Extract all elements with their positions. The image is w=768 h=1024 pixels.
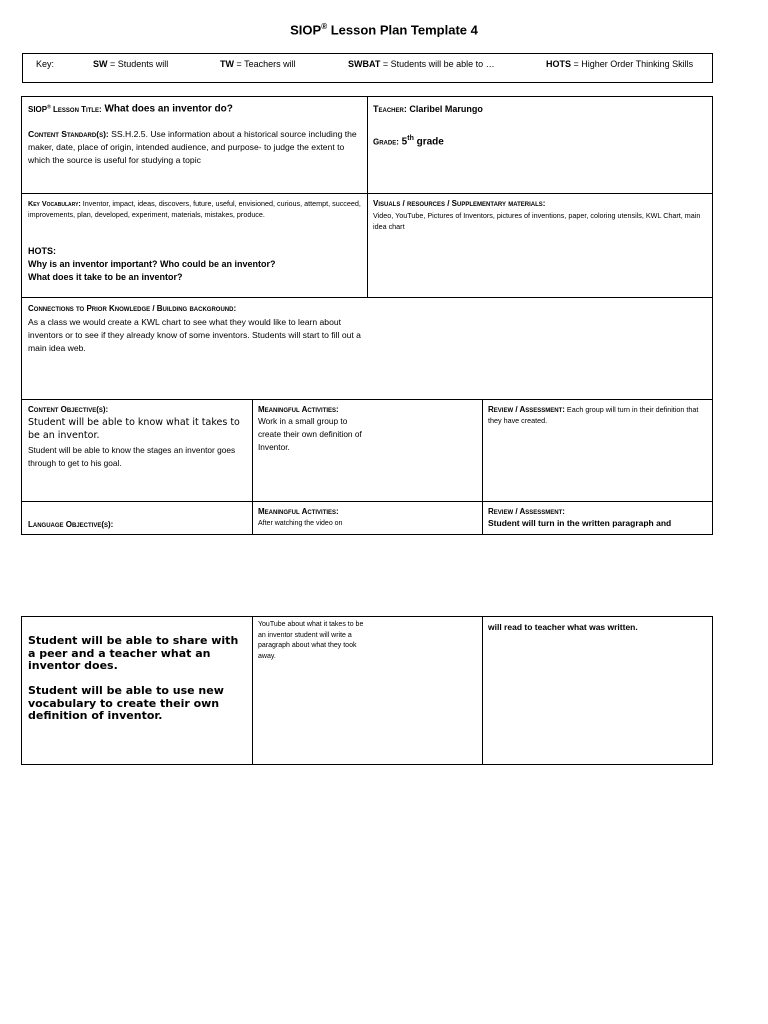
key-hots-def: = Higher Order Thinking Skills (571, 59, 694, 69)
title-siop: SIOP (290, 22, 322, 38)
key-swbat-def: = Students will be able to … (380, 59, 495, 69)
divider-col-a (252, 399, 253, 534)
key-vocabulary-value: Inventor, impact, ideas, discovers, future, useful, envisioned, curious, attempt, succeed, improvements, plan, developed, experiment, materials, mistakes, produce. (28, 199, 361, 219)
grade-sup: th (407, 135, 414, 142)
title-registered-mark: ® (321, 22, 328, 31)
key-tw-def: = Teachers will (234, 59, 296, 69)
key-swbat (348, 58, 548, 70)
hots-question-1: Why is an inventor important? Who could be an inventor? (28, 259, 276, 269)
divider-row-4 (22, 501, 712, 502)
prior-knowledge-label: Connections to Prior Knowledge / Building background: (28, 304, 237, 313)
activities-continued: YouTube about what it takes to be an inventor student will write a paragraph about what they took away. (258, 621, 364, 660)
language-objective-label: Language Objective(s): (28, 520, 114, 529)
content-objective-label: Content Objective(s): (28, 405, 109, 414)
key-sw (93, 58, 193, 70)
key-label: Key: (36, 59, 55, 69)
divider-row-2 (22, 297, 712, 298)
divider-row-3 (22, 399, 712, 400)
key-vocabulary-label: Key Vocabulary: (28, 199, 81, 208)
review-2-value: Student will turn in the written paragraph and (488, 518, 672, 528)
content-standard-value: SS.H.2.5. Use information about a historical source including the maker, date, place of origin, intended audience, and purpose- to judge the extent to which the source is useful for studying a topic (28, 129, 357, 165)
teacher-value: Claribel Marungo (406, 104, 483, 114)
review-label: Review / Assessment: (488, 405, 565, 414)
key-tw-abbr: TW (220, 59, 234, 69)
continued-table (21, 616, 713, 765)
visuals-value: Video, YouTube, Pictures of Inventors, pictures of inventions, paper, coloring utensils, KWL Chart, main idea chart (373, 211, 701, 231)
language-objective-1: Student will be able to share with a peer and a teacher what an inventor does. (28, 634, 239, 672)
key-tw (220, 58, 320, 70)
key-box (22, 53, 713, 83)
content-objective-1: Student will be able to know what it takes to be an inventor. (28, 417, 240, 441)
grade-value: 5 (398, 136, 408, 148)
hots-label: HOTS: (28, 246, 56, 256)
activities-label: Meaningful Activities: (258, 405, 339, 414)
review-continued: will read to teacher what was written. (488, 622, 638, 632)
review (488, 404, 710, 426)
key-sw-def: = Students will (107, 59, 169, 69)
grade-label: Grade: (373, 137, 399, 147)
content-standard (28, 128, 358, 167)
grade-suffix: grade (413, 136, 444, 148)
content-standard-label: Content Standard(s): (28, 129, 109, 139)
key-vocabulary (28, 198, 362, 220)
key-hots-abbr: HOTS (546, 59, 572, 69)
page-title (0, 22, 768, 37)
lesson-title-label: SIOP® Lesson Title: (28, 104, 102, 114)
continued-col-a (252, 617, 253, 764)
teacher-label: Teacher: (373, 104, 407, 114)
teacher (373, 103, 703, 115)
activities-2-value: After watching the video on (258, 520, 343, 527)
key-swbat-abbr: SWBAT (348, 59, 381, 69)
activities-value: Work in a small group to create their own definition of Inventor. (258, 416, 362, 452)
title-rest: Lesson Plan Template 4 (327, 22, 478, 38)
key-sw-abbr: SW (93, 59, 108, 69)
key-hots (546, 58, 716, 70)
visuals-label: Visuals / resources / Supplementary materials: (373, 199, 546, 208)
review-2-label: Review / Assessment: (488, 507, 565, 516)
hots-question-2: What does it take to be an inventor? (28, 272, 183, 282)
language-objective-2: Student will be able to use new vocabulary to create their own definition of inventor. (28, 684, 224, 722)
review-value: Each group will turn in their definition that they have created. (488, 405, 699, 425)
divider-col-mid (367, 97, 368, 297)
divider-col-b (482, 399, 483, 534)
continued-col-b (482, 617, 483, 764)
activities-2-label: Meaningful Activities: (258, 507, 339, 516)
prior-knowledge-value: As a class we would create a KWL chart to see what they would like to learn about inventors or to see if they already know of some inventors. Students will start to fill out a main idea web. (28, 317, 361, 353)
content-objective-2: Student will be able to know the stages an inventor goes through to get to his goal. (28, 445, 236, 468)
lesson-title-value: What does an inventor do? (101, 103, 233, 115)
lesson-table (21, 96, 713, 535)
grade (373, 133, 673, 148)
lesson-title (28, 101, 358, 116)
